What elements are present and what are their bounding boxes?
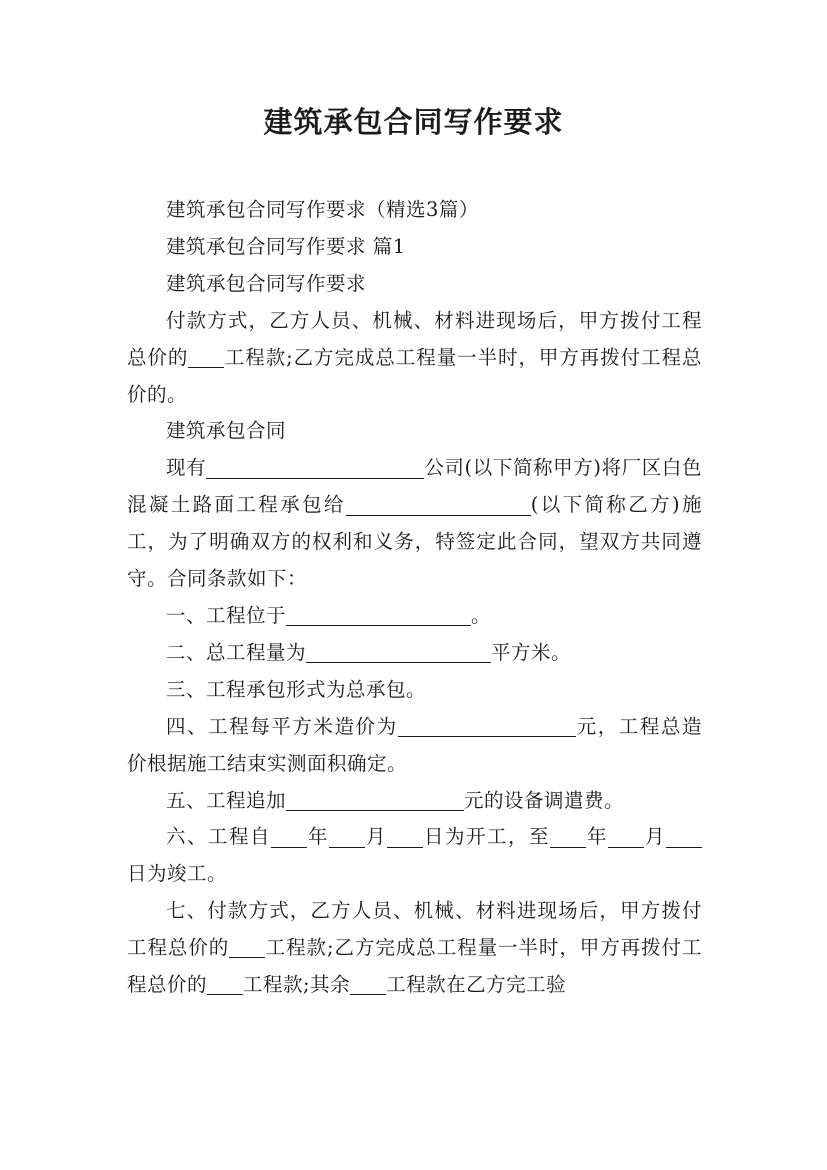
contract-heading: 建筑承包合同 (166, 419, 287, 443)
text-run: 七、付款方式，乙方人员、机械、材料进现场后，甲方拨付工程总价的 (127, 899, 702, 960)
text-run: 工程款在乙方完工验 (386, 973, 567, 997)
blank-field (666, 826, 702, 847)
subtitle-selected: 建筑承包合同写作要求（精选3篇） (166, 198, 479, 221)
blank-field (387, 826, 423, 847)
blank-field (350, 974, 386, 995)
blank-field (608, 826, 644, 847)
text-run: 日为竣工。 (127, 862, 228, 886)
blank-field (550, 826, 586, 847)
blank-field (229, 937, 265, 958)
clause-5 (127, 783, 702, 820)
text-run: 四、工程每平方米造价为 (166, 714, 398, 738)
section-subheading: 建筑承包合同写作要求 (166, 271, 367, 295)
text-run: 月 (643, 825, 666, 849)
clause-2 (127, 635, 702, 672)
intro-paragraph (127, 450, 702, 598)
clause-4 (127, 709, 702, 783)
text-run: 二、总工程量为 (166, 640, 307, 664)
blank-field (398, 716, 576, 737)
text-run: 工程款;乙方完成总工程量一半时，甲方再拨付工程总价的。 (127, 345, 702, 406)
clause-1 (127, 598, 702, 635)
section-heading-1: 建筑承包合同写作要求 篇1 (166, 234, 406, 258)
blank-field (329, 826, 365, 847)
text-run: 月 (364, 825, 387, 849)
text-run: 元，工程总造价根据施工结束实测面积确定。 (127, 714, 702, 775)
blank-field (346, 494, 531, 515)
text-run: 工程款;其余 (243, 973, 351, 997)
text-run: 六、工程自 (166, 825, 271, 849)
payment-paragraph (127, 303, 702, 414)
blank-field (286, 789, 464, 810)
text-run: 平方米。 (491, 640, 572, 664)
text-run: 日为开工，至 (422, 825, 550, 849)
text-run: (以下简称乙方)施工，为了明确双方的权利和义务，特签定此合同，望双方共同遵守。合同条款如下： (127, 493, 702, 591)
blank-field (207, 974, 243, 995)
clause-3: 三、工程承包形式为总承包。 (166, 677, 427, 701)
blank-field (271, 826, 307, 847)
blank-field (206, 457, 424, 478)
clause-6 (127, 819, 702, 893)
text-run: 元的设备调遣费。 (464, 788, 625, 812)
document-title: 建筑承包合同写作要求 (263, 105, 564, 139)
text-run: 工程款;乙方完成总工程量一半时，甲方再拨付工程总价的 (127, 936, 702, 997)
text-run: 年 (585, 825, 608, 849)
clause-7 (127, 893, 702, 1004)
blank-field (188, 346, 224, 367)
text-run: 。 (471, 603, 492, 627)
document-body (127, 192, 702, 1004)
text-run: 付款方式，乙方人员、机械、材料进现场后，甲方拨付工程总价的 (127, 308, 702, 369)
text-run: 五、工程追加 (166, 788, 287, 812)
blank-field (286, 605, 471, 626)
text-run: 年 (306, 825, 329, 849)
blank-field (306, 642, 491, 663)
text-run: 公司(以下简称甲方)将厂区白色混凝土路面工程承包给 (127, 456, 702, 517)
text-run: 现有 (166, 456, 207, 480)
text-run: 一、工程位于 (166, 603, 287, 627)
